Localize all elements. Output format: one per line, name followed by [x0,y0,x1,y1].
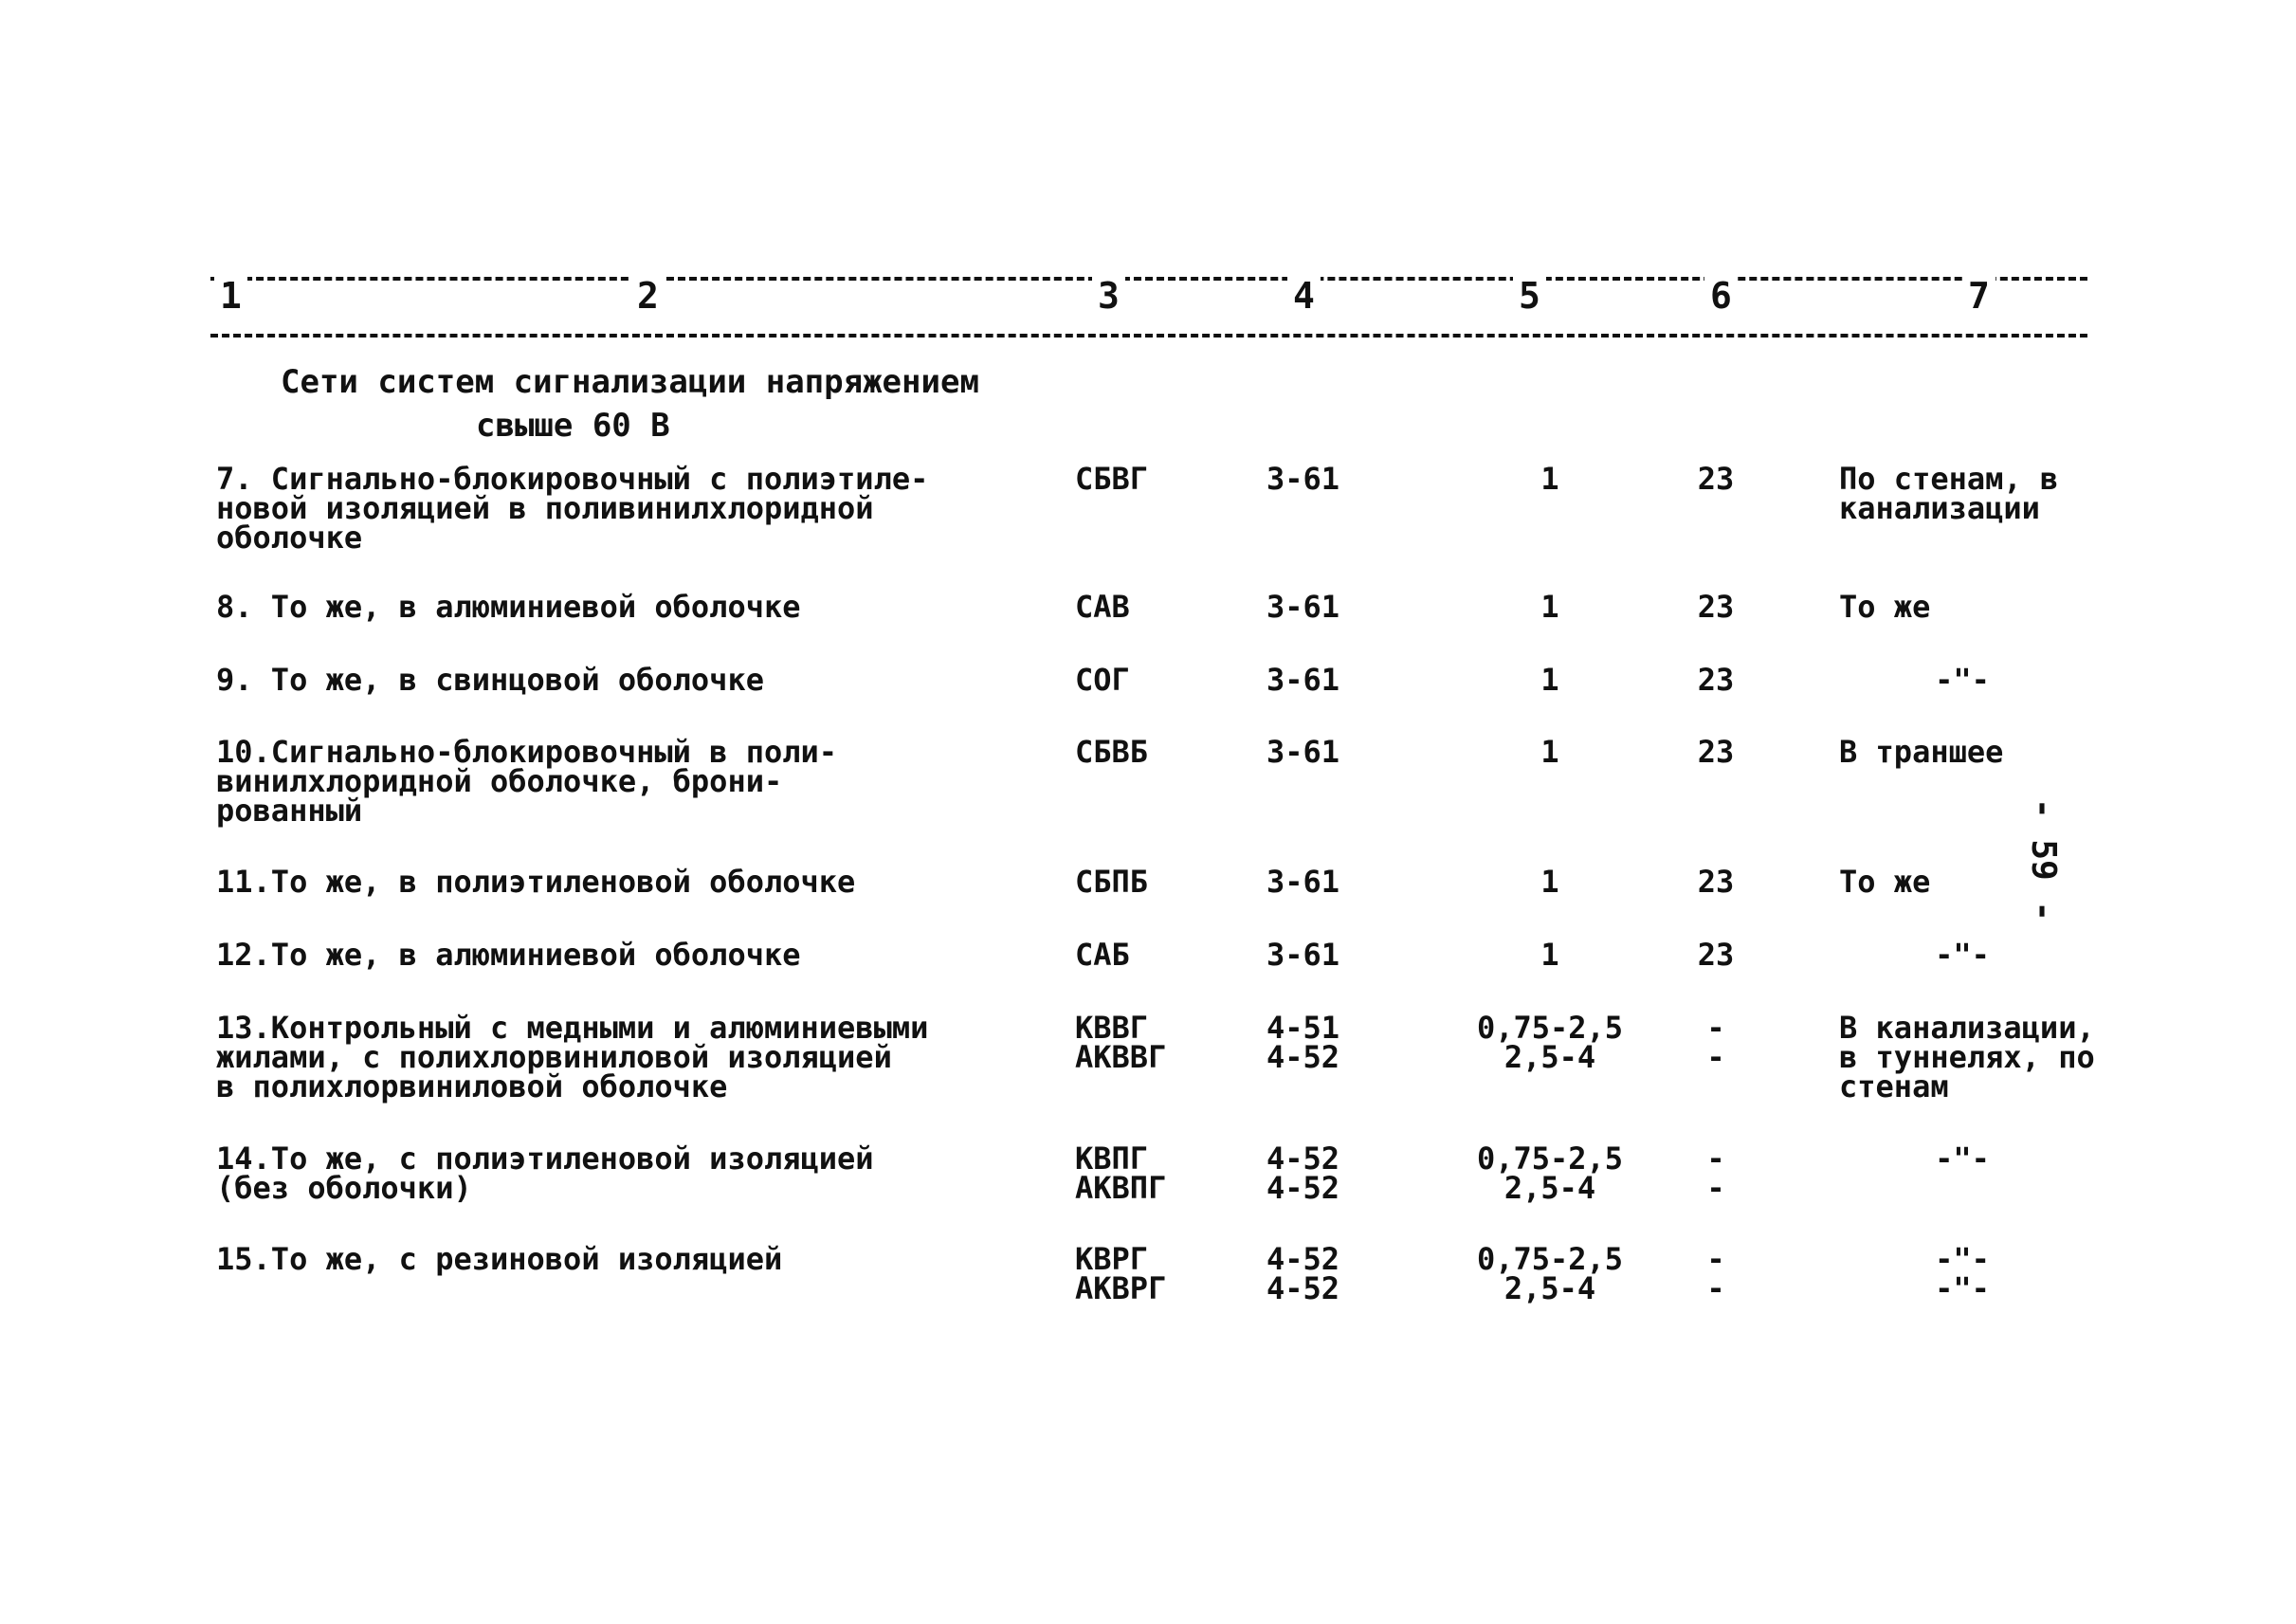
section-title-line2: свыше 60 В [476,407,670,445]
row-spec: 3-61 [1266,864,1340,900]
row-spec: 3-61 [1266,937,1340,973]
row-cross-section: 1 [1540,461,1559,497]
column-number-7: 7 [1962,277,1995,315]
row-cross-section: 1 [1540,589,1559,625]
row-spec: 4-51 4-52 [1266,1010,1340,1075]
row-cable-mark: КВВГ АКВВГ [1075,1010,1167,1075]
row-note: -"- [1935,937,1990,973]
row-note: -"- -"- [1935,1241,1990,1306]
row-note: -"- [1935,1140,1990,1177]
row-cross-section: 0,75-2,5 2,5-4 [1476,1010,1624,1075]
row-cable-mark: САБ [1075,937,1130,973]
row-cable-mark: СОГ [1075,662,1130,698]
row-spec: 3-61 [1266,734,1340,770]
row-note: По стенам, в канализации [1839,461,2059,526]
column-number-6: 6 [1704,277,1738,315]
row-cable-mark: САВ [1075,589,1130,625]
page-number: - 59 - [2024,798,2063,922]
row-spec: 4-52 4-52 [1266,1140,1340,1206]
row-col6-value: 23 [1697,589,1735,625]
row-note: В траншее [1839,734,2004,770]
row-cable-mark: СБВБ [1075,734,1149,770]
table-header-row [210,277,2087,338]
row-cable-mark: КВПГ АКВПГ [1075,1140,1167,1206]
row-cross-section: 0,75-2,5 2,5-4 [1476,1241,1624,1306]
row-spec: 4-52 4-52 [1266,1241,1340,1306]
row-spec: 3-61 [1266,461,1340,497]
row-description: 11.То же, в полиэтиленовой оболочке [216,864,856,900]
row-description: 7. Сигнально-блокировочный с полиэтиле- новой изоляцией в поливинилхлоридной оболочке [216,461,929,556]
section-title [281,360,979,447]
row-cable-mark: СБВГ [1075,461,1149,497]
row-description: 13.Контрольный с медными и алюминиевыми жилами, с полихлорвиниловой изоляцией в полихлорвиниловой оболочке [216,1010,929,1104]
row-description: 8. То же, в алюминиевой оболочке [216,589,801,625]
row-cable-mark: КВРГ АКВРГ [1075,1241,1167,1306]
row-description: 9. То же, в свинцовой оболочке [216,662,764,698]
row-note: То же [1839,589,1931,625]
row-description: 14.То же, с полиэтиленовой изоляцией (без оболочки) [216,1140,874,1206]
row-note: -"- [1935,662,1990,698]
row-description: 12.То же, в алюминиевой оболочке [216,937,801,973]
row-spec: 3-61 [1266,589,1340,625]
row-col6-value: - - [1706,1241,1725,1306]
row-note: То же [1839,864,1931,900]
row-cross-section: 0,75-2,5 2,5-4 [1476,1140,1624,1206]
row-spec: 3-61 [1266,662,1340,698]
row-col6-value: - - [1706,1010,1725,1075]
row-description: 10.Сигнально-блокировочный в поли- винилхлоридной оболочке, брони- рованный [216,734,838,829]
column-number-3: 3 [1092,277,1125,315]
section-title-line1: Сети систем сигнализации напряжением [281,363,979,401]
row-col6-value: - - [1706,1140,1725,1206]
row-note: В канализации, в туннелях, по стенам [1839,1010,2095,1104]
column-number-1: 1 [214,277,247,315]
row-cross-section: 1 [1540,734,1559,770]
row-cross-section: 1 [1540,662,1559,698]
row-col6-value: 23 [1697,864,1735,900]
row-col6-value: 23 [1697,937,1735,973]
column-number-5: 5 [1513,277,1546,315]
row-col6-value: 23 [1697,734,1735,770]
row-cross-section: 1 [1540,864,1559,900]
row-description: 15.То же, с резиновой изоляцией [216,1241,783,1277]
column-number-2: 2 [631,277,665,315]
row-col6-value: 23 [1697,662,1735,698]
row-col6-value: 23 [1697,461,1735,497]
row-cross-section: 1 [1540,937,1559,973]
column-number-4: 4 [1287,277,1321,315]
row-cable-mark: СБПБ [1075,864,1149,900]
